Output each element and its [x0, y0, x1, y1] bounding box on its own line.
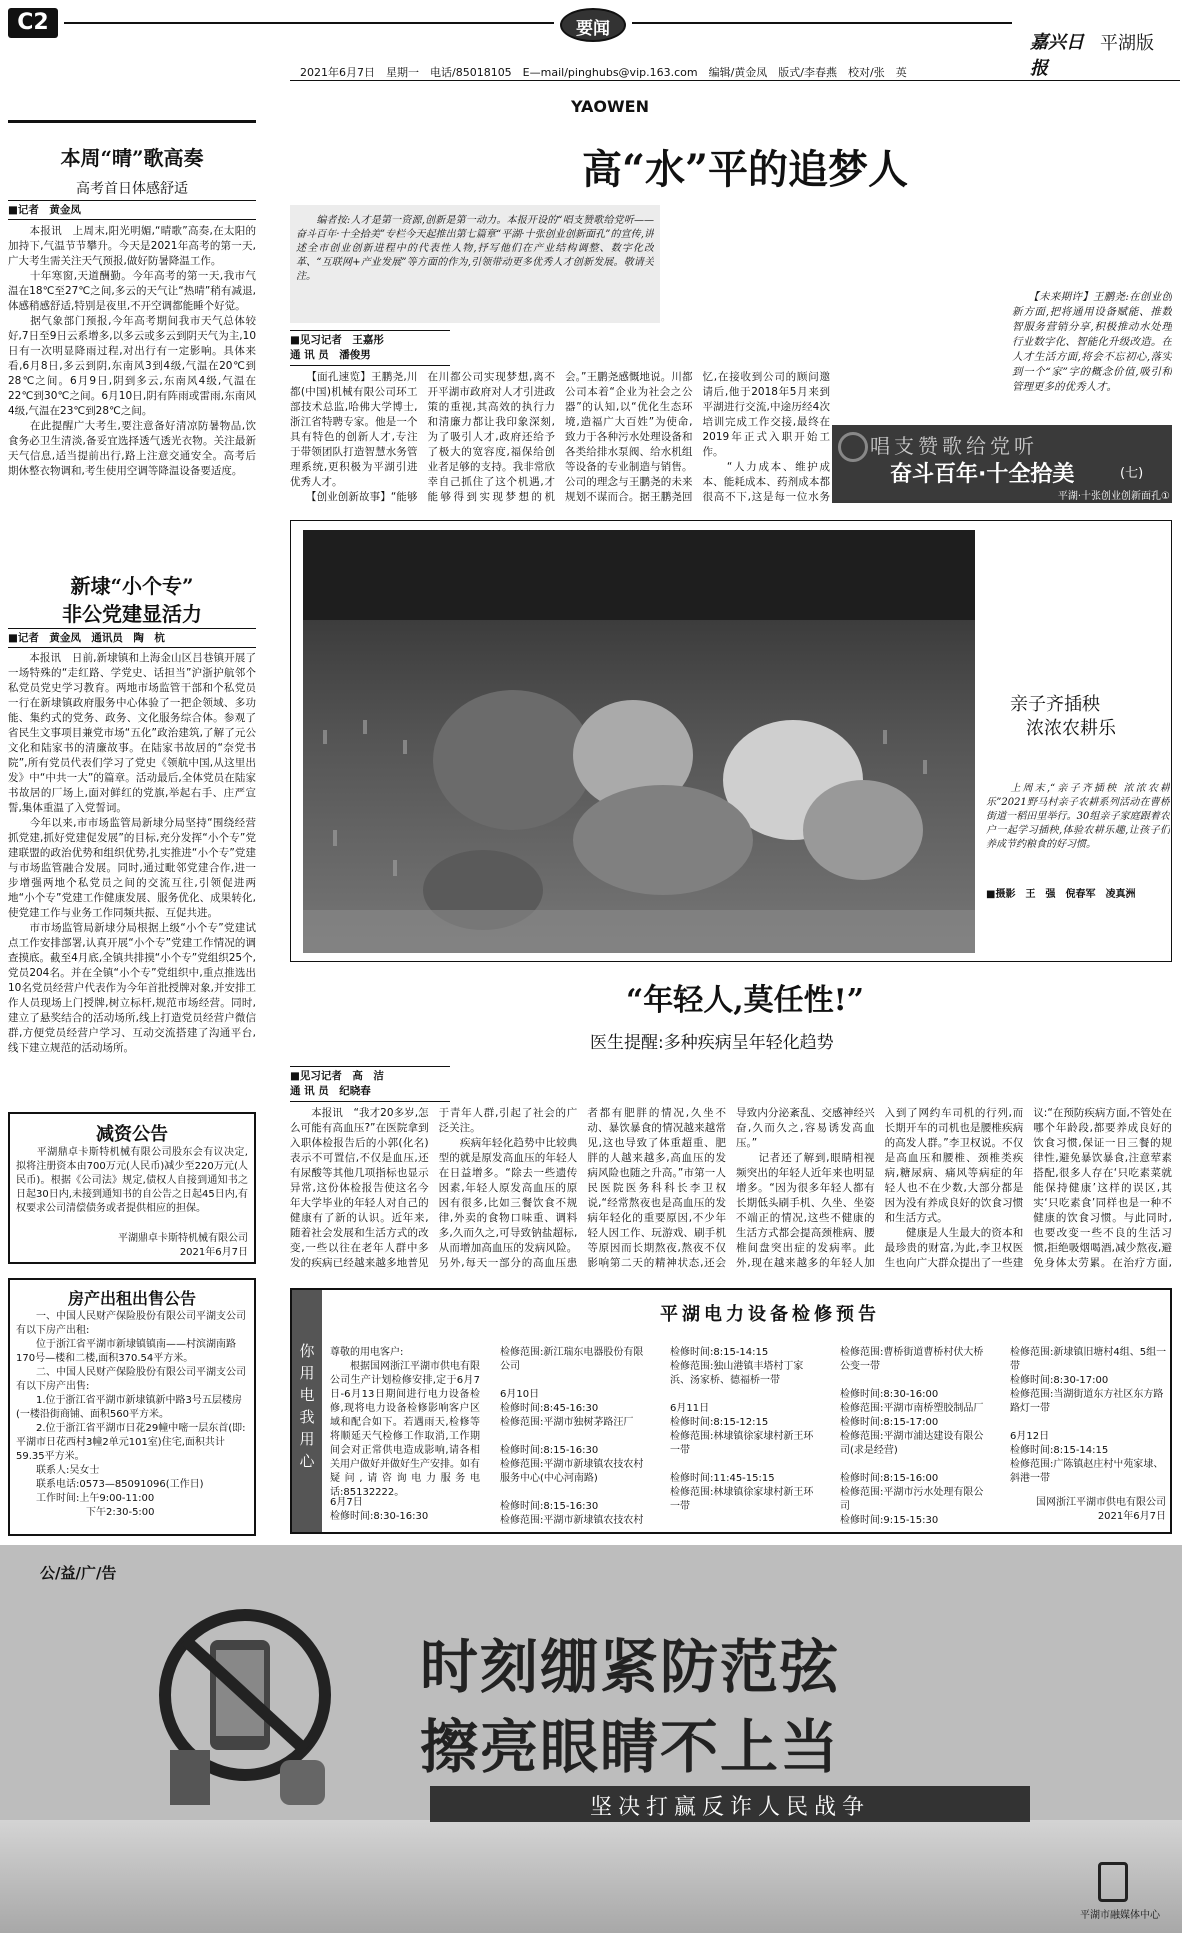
psa-line3: 坚决打赢反诈人民战争 [589, 1795, 870, 1820]
psa-line1: 时刻绷紧防范弦 [420, 1633, 841, 1701]
power-title: 平湖电力设备检修预告 [660, 1304, 880, 1325]
section-name: 要闻 [576, 19, 610, 39]
power-col4: 检修范围:曹桥街道曹桥村伏大桥公变一带 检修时间:8:30-16:00 检修范围:平湖市南桥塑胶制品厂 检修时间:8:15-17:00 检修范围:平湖市浦达建设有限公司(求是经营) 检修时间:8:15-16:00 检修范围:平湖市污水处理有限公司 检修时间:9:15-15:30 [840, 1347, 984, 1526]
header-rule-left [64, 22, 554, 24]
photo-credit: ■摄影 王 强 倪春军 凌真洲 [986, 889, 1136, 900]
edition-name: 平湖版 [1100, 33, 1154, 54]
banner-tag: (七) [1120, 466, 1144, 481]
main-future: 【未来期许】王鹏尧:在创业创新方面,把将通用设备赋能、推数智服务营销分享,积极推动水处理行业数字化、智能化升级改造。在人才生活方面,将会不忘初心,落实到一个“家”字的概念价值,吸引和管理更多的优秀人才。 [1012, 291, 1172, 393]
a1-byline-rule-2 [8, 219, 256, 220]
editor-note: 编者按:人才是第一资源,创新是第一动力。本报开设的“唱支赞歌给党听——奋斗百年·十全拾美”专栏今天起推出第七篇章“平湖·十张创业创新面孔”的宣传,讲述全市创业创新进程中的代表性人物,抒写他们在产业结构调整、数字化改革、“互联网+产业发展”等方面的作为,引领带动更多优秀人才创新发展。敬请关注。 [296, 215, 654, 282]
a3-body: 本报讯 “我才20多岁,怎么可能有高血压?”在医院拿到入职体检报告后的小郭(化名)表示不可置信,不仅是血压,还有尿酸等其他几项指标也显示异常,这份体检报告使这名今年大学毕业的年轻人对自己的健康有了新的认识。近年来,随着社会发展和生活方式的改变,一些以往在老年人群中多发的疾病已经越来越多地普见于青年人群,引起了社会的广泛关注。 疾病年轻化趋势中比较典型的就是原发高血压的年轻人在日益增多。“除去一些遗传因素,年轻人原发高血压的原因有很多,比如三餐饮食不规律,外卖的食物口味重、调料多,久而久之,可导致钠盐超标,从而增加高血压的发病风险。另外,每天一部分的高血压患者都有肥胖的情况,久坐不动、暴饮暴食的情况越来越常见,这也导致了体重超重、肥胖的人越来越多,高血压的发病风险也随之升高。”市第一人民医院医务科科长李卫权说,“经常熬夜也是高血压的发病年轻化的重要原因,不少年轻人因工作、玩游戏、刷手机等原因而长期熬夜,熬夜不仅影响第二天的精神状态,还会导致内分泌紊乱、交感神经兴奋,久而久之,容易诱发高血压。” 记者还了解到,眼睛相视频突出的年轻人近年来也明显增多。“因为很多年轻人都有长期低头刷手机、久坐、坐姿不端正的情况,这些不健康的生活方式都会提高颈椎病、腰椎间盘突出症的发病率。此外,现在越来越多的年轻人加入到了网约车司机的行列,而长期开车的司机也是腰椎疾病的高发人群。”李卫权说。不仅是高血压和腰椎、颈椎类疾病,糖尿病、痛风等病症的年轻人也不在少数,大部分都是因为没有养成良好的饮食习惯和生活方式。 健康是人生最大的资本和最珍贵的财富,为此,李卫权医生也向广大群众提出了一些建议:“在预防疾病方面,不管处在哪个年龄段,都要养成良好的饮食习惯,保证一日三餐的规律性,避免暴饮暴食,注意荤素搭配,很多人存在‘只吃素菜就能保持健康’这样的误区,其实‘只吃素食’同样也是一种不健康的饮食习惯。与此同时,也要改变一些不良的生活习惯,拒绝吸烟喝酒,减少熬夜,避免身体太劳累。在治疗方面, [290, 1107, 1172, 1269]
power-date: 2021年6月7日 [1097, 1511, 1166, 1522]
header-info: 2021年6月7日 星期一 电话/85018105 E—mail/pinghubs@vip.163.com 编辑/黄金凤 版式/李春燕 校对/张 英 [300, 66, 907, 79]
main-byline1: ■见习记者 王嘉彤 [290, 334, 384, 346]
power-date1: 6月7日 检修时间:8:30-16:30 [330, 1497, 429, 1522]
power-signer: 国网浙江平湖市供电有限公司 [1036, 1497, 1166, 1508]
power-intro: 尊敬的用电客户: 根据国网浙江平湖市供电有限公司生产计划检修安排,定于6月7日-6月13日期间进行电力设备检修,现将电力设备检修影响客户区域和配合如下。若遇雨天,检修等将顺延天气检修工作取消,工作期间会对正常供电造成影响,请各相关用户做好并做好生产安排。如有疑问,请咨询电力服务电话:85132222。 [330, 1347, 480, 1496]
main-byline2: 通 讯 员 潘俊男 [290, 349, 371, 361]
a3-title: “年轻人,莫任性!” [625, 983, 865, 1018]
banner-line1: 唱支赞歌给党听 [870, 434, 1038, 458]
power-col5: 检修范围:新埭镇旧塘村4组、5组一带 检修时间:8:30-17:00 检修范围:当湖街道东方社区东方路路灯一带 6月12日 检修时间:8:15-14:15 检修范围:广陈镇赵庄村屮苑家埭、斜港一带 [1010, 1347, 1167, 1484]
power-side-text: 你用电 我用心 [299, 1342, 315, 1470]
section-en: YAOWEN [570, 97, 649, 116]
psa-line2: 擦亮眼睛不上当 [420, 1713, 841, 1781]
party-emblem-icon [838, 432, 868, 462]
psa-logo-text: 平湖市融媒体中心 [1080, 1910, 1160, 1921]
notice1-body: 平湖鼎卓卡斯特机械有限公司股东会有议决定,拟将注册资本由700万元(人民币)减少至220万元(人民币)。根据《公司法》规定,债权人自接到通知书之日起30日内,未接到通知书的自公告之日起45日内,有权要求公司清偿债务或者提供相应的担保。 [16, 1147, 248, 1214]
power-col2: 检修范围:新江瑞东电器股份有限公司 6月10日 检修时间:8:45-16:30 检修范围:平湖市独树茅路汪厂 检修时间:8:15-16:30 检修范围:平湖市新埭镇农技农村服务中心(中心河南路) 检修时间:8:15-16:30 检修范围:平湖市新埭镇农技农村 [500, 1347, 644, 1526]
no-phone-fraud-icon [150, 1600, 340, 1810]
notice1-date: 2021年6月7日 [179, 1247, 248, 1258]
power-col3: 检修时间:8:15-14:15 检修范围:独山港镇丰塔村丁家浜、汤家桥、德福桥一带 6月11日 检修时间:8:15-12:15 检修范围:林埭镇徐家埭村新王环一带 检修时间:11:45-15:15 检修范围:林埭镇徐家埭村新王环一带 [670, 1347, 814, 1512]
photo-title1: 亲子齐插秧 [1010, 694, 1100, 715]
notice2-body: 一、中国人民财产保险股份有限公司平湖支公司有以下房产出租: 位于浙江省平湖市新埭镇镇南——村滨湖南路170号—楼和二楼,面积370.54平方米。 二、中国人民财产保险股份有限公司平湖支公司有以下房产出售: 1.位于浙江省平湖市新埭镇新中路3号五层楼房(一楼沿街商铺、面积560平方米。 2.位于浙江省平湖市日花29幢中嘧一层东首(即:平湖市日花西村3幢2单元101室)住宅,面积共计59.35平方米。 联系人:吴女士 联系电话:0573—85091096(工作日) 工作时间:上午9:00-11:00 下午2:30-5:00 [16, 1311, 246, 1518]
a2-title-line2: 非公党建显活力 [62, 602, 202, 626]
a2-byline-rule [8, 628, 256, 629]
a1-byline-rule [8, 200, 256, 201]
a1-body: 本报讯 上周末,阳光明媚,“晴歌”高奏,在太阳的加持下,气温节节攀升。今天是2021年高考的第一天,广大考生需关注天气预报,做好防暑降温工作。 十年寒窗,天道酬勤。今年高考的第一天,我市气温在18℃至27℃之间,多云的天气让“热晴”稍有减退,体感稍感舒适,特别是夜里,不开空调都能睡个好觉。 据气象部门预报,今年高考期间我市天气总体较好,7日至9日云系增多,以多云或多云到阴天气为主,10日有一次明显降雨过程,对出行有一定影响。具体来看,6月8日,多云到阴,东南风3到4级,气温在20℃到28℃之间。6月9日,阴到多云,东南风4级,气温在22℃到30℃之间。6月10日,阴有阵雨或雷雨,东南风4级,气温在23℃到28℃之间。 在此提醒广大考生,要注意备好清凉防暑物品,饮食务必卫生清淡,备妥宜选择透气透光衣物。关注最新天气信息,适当提前出行,路上注意交通安全。高考后期休整衣物调和,考生使用空调等降温设备要适度。 [8, 225, 256, 477]
a3-byline-rule-2 [290, 1101, 450, 1102]
a2-body: 本报讯 日前,新埭镇和上海金山区吕巷镇开展了一场特殊的“走红路、学党史、话担当”沪浙护航邻个私党员党史学习教育。两地市场监管干部和个私党员一行在新埭镇政府服务中心体验了一把企领域、多功能、集约式的党务、政务、文化服务综合体。参观了省民生文事项目兼党市场“五化”政治建筑,了解了元公文化和陆家书的清廉故事。在陆家书故居的“奈党书院”,所有党员代表们学习了党史《领航中国,从这里出发》中“中共一大”的篇章。活动最后,全体党员在陆家书故居的厂场上,面对鲜红的党旗,举起右手、庄严宣誓,集体重温了入党誓词。 今年以来,市市场监管局新埭分局坚持“围绕经营抓党建,抓好党建促发展”的目标,充分发挥“小个专”党建联盟的政治优势和组织优势,扎实推进“小个专”党建与市场监管融合发展。同时,通过毗邻党建合作,进一步增强两地个私党员之间的交流互往,引领促进两地“小个专”党建工作健康发展、服务优化、成果转化,使党建工作与业务工作同频共振、互促共进。 市市场监管局新埭分局根据上级“小个专”党建试点工作安排部署,认真开展“小个专”党建工作情况的调查摸底。截至4月底,全镇共排摸“小个专”党组织25个,党员204名。并在全镇“小个专”党组织中,重点推选出10名党员经营户代表作为今年首批授牌对象,并安排工作人员现场上门授牌,树立标杆,规范市场经营。同时,建立了悬奖结合的活动场所,线上打造党员经营户微信群,方便党员经营户学习、互动交流搭建了沟通平台,线下建立规范的活动场所。 [8, 652, 256, 1054]
a1-byline: ■记者 黄金凤 [8, 204, 81, 216]
notice2-title: 房产出租出售公告 [67, 1289, 196, 1308]
main-title: 高“水”平的追梦人 [581, 146, 908, 193]
psa-city-silhouette [0, 1820, 1182, 1933]
notice1-signer: 平湖鼎卓卡斯特机械有限公司 [118, 1233, 248, 1244]
main-byline-rule [290, 330, 450, 331]
psa-tag: 公/益/广/告 [40, 1564, 117, 1582]
a3-byline1: ■见习记者 高 洁 [290, 1070, 384, 1082]
photo-title2: 浓浓农耕乐 [1026, 718, 1116, 739]
a2-byline: ■记者 黄金凤 通讯员 陶 杭 [8, 632, 165, 644]
header-rule-right [632, 22, 1012, 24]
banner-sub: 平湖·十张创业创新面孔① [1057, 491, 1170, 502]
a3-subtitle: 医生提醒:多种疾病呈年轻化趋势 [590, 1033, 834, 1053]
header-rule [290, 80, 1180, 81]
notice1-title: 减资公告 [96, 1124, 168, 1145]
a2-byline-rule-2 [8, 647, 256, 648]
a3-byline-rule [290, 1066, 450, 1067]
a2-title-line1: 新埭“小个专” [70, 574, 194, 598]
page-number: C2 [17, 10, 49, 35]
a1-subtitle: 高考首日体感舒适 [76, 181, 188, 197]
main-body: 【面孔速览】王鹏尧,川都(中国)机械有限公司环工部技术总监,哈佛大学博士,浙江省特聘专家。他是一个具有特色的创新人才,专注于带领团队打造智慧水务管理系统,更积极为平湖引进优秀人才。 【创业创新故事】“能够在川都公司实现梦想,离不开平湖市政府对人才引进政策的重视,其高效的执行力和清廉力都让我印象深刻,为了吸引人才,政府还给予了极大的宽容度,福保给创业者足够的支持。我非常欣幸自己抓住了这个机遇,才能够得到实现梦想的机会。”王鹏尧感慨地说。川都公司本着“企业为社会之公器”的认知,以“优化生态环境,造福广大百姓”为使命,致力于各种污水处理设备和各类给排水泵阀、给水机组等设备的专业制造与销售。公司的理念与王鹏尧的未来规划不谋而合。据王鹏尧回忆,在接收到公司的顾问邀请后,他于2018年5月来到平湖进行交流,中途历经4次培训完成工作交接,最终在2019年正式入职开始工作。 “人力成本、维护成本、能耗成本、药剂成本都很高不下,这是每一位水务 [290, 371, 830, 503]
a1-title: 本周“晴”歌高奏 [60, 146, 204, 170]
a3-byline2: 通 讯 员 纪晓春 [290, 1085, 371, 1097]
media-center-logo-icon [1098, 1862, 1128, 1902]
left-column-rule [8, 120, 256, 123]
rice-planting-photo [303, 530, 975, 953]
photo-caption: 上周末,“亲子齐插秧 浓浓农耕乐”2021野马村亲子农耕系列活动在曹桥街道一稻田里举行。30组亲子家庭跟着农户一起学习插秧,体验农耕乐趣,让孩子们养成节约粮食的好习惯。 [986, 783, 1170, 850]
main-byline-rule-2 [290, 365, 450, 366]
banner-line2: 奋斗百年·十全拾美 [890, 462, 1075, 487]
paper-name: 嘉兴日报 [1030, 32, 1084, 79]
